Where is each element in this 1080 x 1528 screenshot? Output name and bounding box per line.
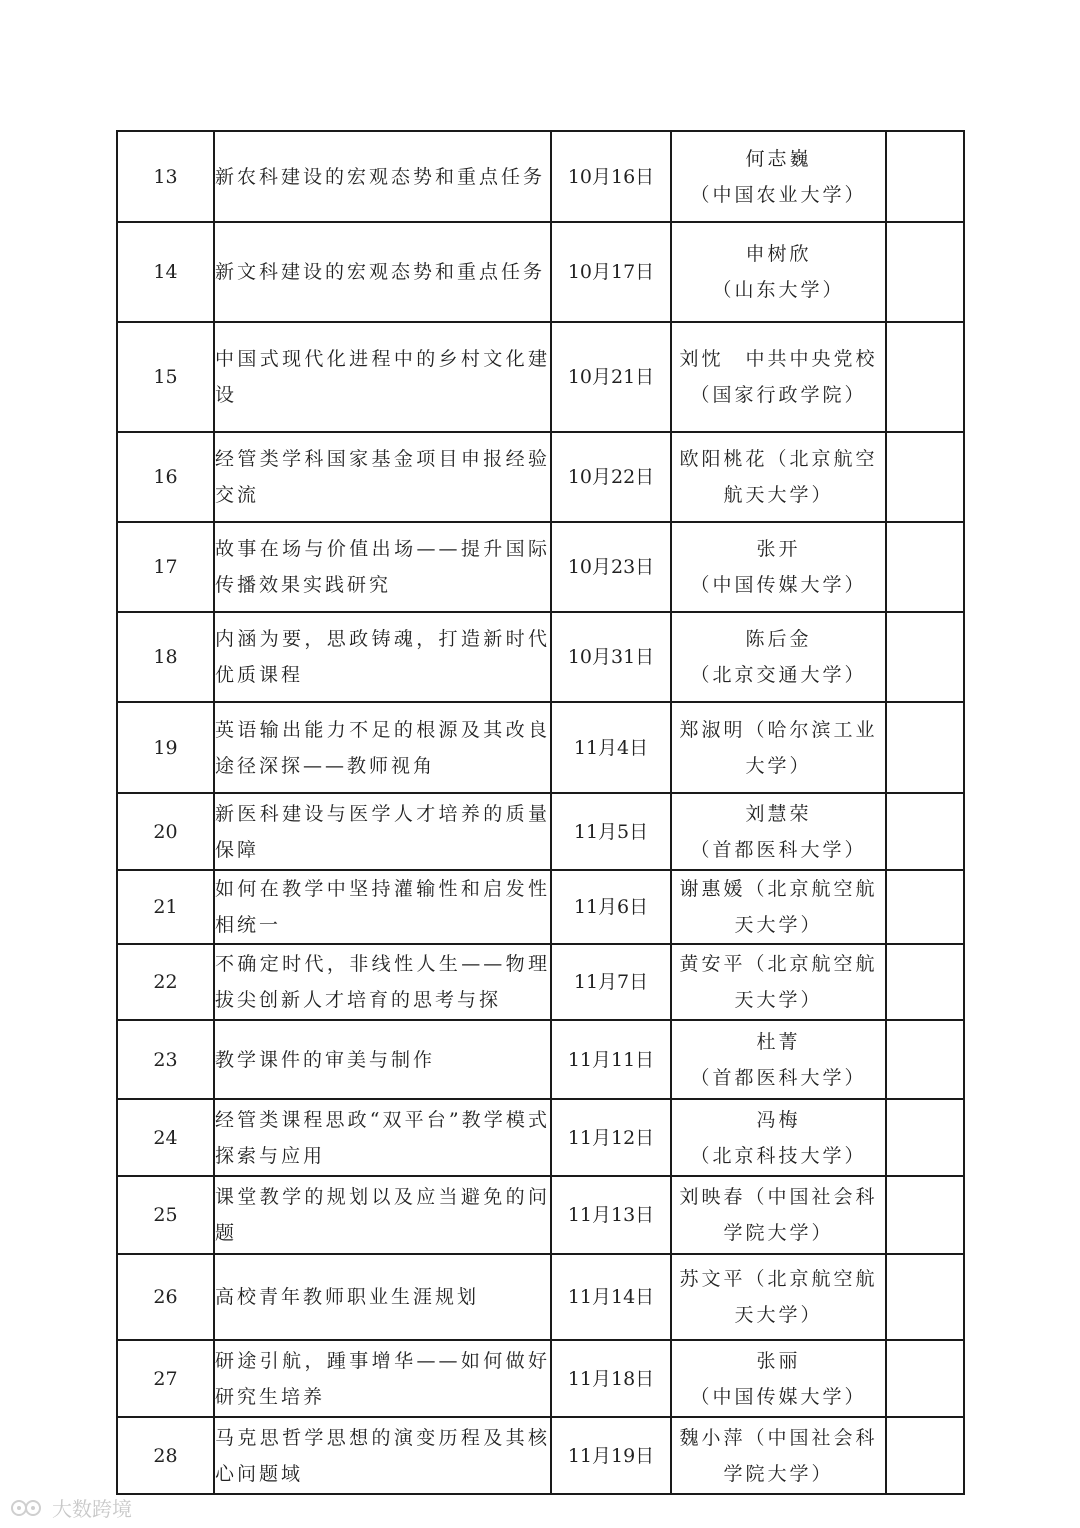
lecture-topic: 新文科建设的宏观态势和重点任务 [214,222,551,322]
remarks-cell [886,612,964,702]
speaker-name: 陈后金 [745,628,812,650]
speaker-name: 谢惠媛（北京航空航天大学） [679,878,878,936]
lecture-date: 11月14日 [551,1254,671,1340]
row-number: 15 [117,322,214,432]
remarks-cell [886,870,964,944]
table-row [117,612,964,702]
lecture-date: 11月12日 [551,1099,671,1176]
remarks-cell [886,1340,964,1417]
speaker-name: 张丽 [756,1349,801,1372]
speaker-cell [671,1099,886,1176]
row-number: 28 [117,1417,214,1494]
speaker-name: 刘忱 中共中央党校 [679,348,878,370]
watermark [10,1493,132,1522]
row-number: 27 [117,1340,214,1417]
row-number: 25 [117,1176,214,1254]
table-row [117,1340,964,1417]
lecture-topic: 高校青年教师职业生涯规划 [214,1254,551,1340]
table-row [117,432,964,522]
speaker-affiliation: （中国传媒大学） [690,574,867,596]
table-row [117,1176,964,1254]
table-row [117,222,964,322]
speaker-affiliation: （北京科技大学） [690,1144,867,1167]
speaker-cell [671,1417,886,1494]
lecture-topic: 内涵为要，思政铸魂，打造新时代优质课程 [214,612,551,702]
remarks-cell [886,944,964,1020]
speaker-cell [671,131,886,222]
remarks-cell [886,1099,964,1176]
lecture-date: 11月13日 [551,1176,671,1254]
speaker-name: 刘映春（中国社会科学院大学） [679,1186,878,1244]
speaker-affiliation: （首都医科大学） [690,838,867,861]
lecture-topic: 研途引航，踵事增华——如何做好研究生培养 [214,1340,551,1417]
remarks-cell [886,1417,964,1494]
table-row [117,1417,964,1494]
speaker-affiliation: （中国传媒大学） [690,1385,867,1408]
lecture-topic: 故事在场与价值出场——提升国际传播效果实践研究 [214,522,551,612]
table-row [117,522,964,612]
remarks-cell [886,1176,964,1254]
lecture-date: 10月21日 [551,322,671,432]
speaker-affiliation: （首都医科大学） [690,1066,867,1089]
row-number: 21 [117,870,214,944]
table-row [117,131,964,222]
lecture-date: 10月31日 [551,612,671,702]
lecture-topic: 经管类学科国家基金项目申报经验交流 [214,432,551,522]
speaker-cell [671,522,886,612]
watermark-text: 大数跨境 [52,1497,132,1521]
lecture-topic: 英语输出能力不足的根源及其改良途径深探——教师视角 [214,702,551,793]
speaker-cell [671,702,886,793]
speaker-name: 欧阳桃花（北京航空航天大学） [679,448,878,506]
table-row [117,793,964,870]
row-number: 17 [117,522,214,612]
speaker-cell [671,944,886,1020]
table-row [117,322,964,432]
table-row [117,1099,964,1176]
row-number: 16 [117,432,214,522]
table-row [117,702,964,793]
remarks-cell [886,522,964,612]
table-row [117,1020,964,1099]
lecture-date: 11月4日 [551,702,671,793]
speaker-cell [671,1340,886,1417]
watermark-logo-icon [10,1497,46,1519]
lecture-topic: 马克思哲学思想的演变历程及其核心问题域 [214,1417,551,1494]
speaker-cell [671,1254,886,1340]
row-number: 18 [117,612,214,702]
speaker-cell [671,322,886,432]
lecture-date: 11月5日 [551,793,671,870]
lecture-topic: 中国式现代化进程中的乡村文化建设 [214,322,551,432]
lecture-topic: 新农科建设的宏观态势和重点任务 [214,131,551,222]
table-row [117,870,964,944]
row-number: 26 [117,1254,214,1340]
speaker-cell [671,222,886,322]
speaker-name: 申树欣 [745,243,812,265]
lecture-date: 10月16日 [551,131,671,222]
speaker-name: 郑淑明（哈尔滨工业大学） [679,718,878,777]
remarks-cell [886,131,964,222]
lecture-topic: 新医科建设与医学人才培养的质量保障 [214,793,551,870]
lecture-date: 10月23日 [551,522,671,612]
lecture-topic: 如何在教学中坚持灌输性和启发性相统一 [214,870,551,944]
row-number: 20 [117,793,214,870]
lecture-topic: 课堂教学的规划以及应当避免的问题 [214,1176,551,1254]
speaker-affiliation: （山东大学） [712,279,845,301]
lecture-date: 11月19日 [551,1417,671,1494]
schedule-table [116,130,965,1495]
speaker-cell [671,870,886,944]
table-row [117,1254,964,1340]
lecture-date: 10月22日 [551,432,671,522]
speaker-name: 张开 [756,538,801,560]
row-number: 22 [117,944,214,1020]
speaker-name: 魏小萍（中国社会科学院大学） [679,1426,878,1485]
speaker-name: 黄安平（北京航空航天大学） [679,953,878,1011]
lecture-topic: 不确定时代，非线性人生——物理拔尖创新人才培育的思考与探 [214,944,551,1020]
lecture-date: 11月18日 [551,1340,671,1417]
schedule-body [117,131,964,1494]
row-number: 24 [117,1099,214,1176]
remarks-cell [886,322,964,432]
row-number: 23 [117,1020,214,1099]
speaker-name: 何志巍 [745,147,812,170]
speaker-cell [671,793,886,870]
lecture-date: 11月11日 [551,1020,671,1099]
table-row [117,944,964,1020]
row-number: 19 [117,702,214,793]
speaker-affiliation: （中国农业大学） [690,183,867,206]
remarks-cell [886,793,964,870]
remarks-cell [886,1254,964,1340]
speaker-name: 杜菁 [756,1030,801,1053]
remarks-cell [886,432,964,522]
speaker-affiliation: （国家行政学院） [690,384,867,406]
speaker-cell [671,612,886,702]
row-number: 13 [117,131,214,222]
speaker-affiliation: （北京交通大学） [690,664,867,686]
speaker-cell [671,1020,886,1099]
lecture-topic: 经管类课程思政“双平台”教学模式探索与应用 [214,1099,551,1176]
lecture-topic: 教学课件的审美与制作 [214,1020,551,1099]
lecture-date: 11月7日 [551,944,671,1020]
speaker-name: 刘慧荣 [745,802,812,825]
speaker-cell [671,1176,886,1254]
remarks-cell [886,222,964,322]
speaker-cell [671,432,886,522]
lecture-date: 10月17日 [551,222,671,322]
lecture-date: 11月6日 [551,870,671,944]
speaker-name: 冯梅 [756,1108,801,1131]
remarks-cell [886,702,964,793]
speaker-name: 苏文平（北京航空航天大学） [679,1268,878,1326]
row-number: 14 [117,222,214,322]
remarks-cell [886,1020,964,1099]
